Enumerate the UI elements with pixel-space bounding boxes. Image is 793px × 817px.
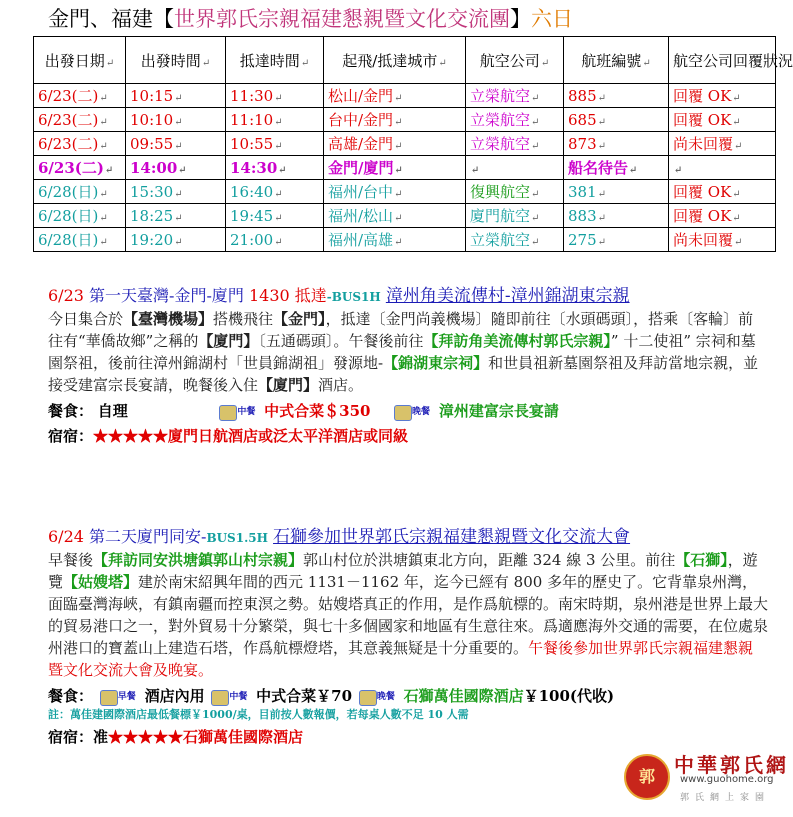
cell-date: 6/23(二) ↵ xyxy=(34,108,126,132)
day1-text: 今日集合於 xyxy=(48,310,124,328)
dinner-icon: 晚餐 xyxy=(357,688,399,706)
cell-departure: 19:20 ↵ xyxy=(126,228,226,252)
stay-label: 宿宿： xyxy=(48,728,94,746)
table-row xyxy=(34,204,776,228)
day2-highlight: 午餐後參加世界郭氏宗親福建懇親暨文化交流大會及晚宴。 xyxy=(48,639,754,679)
title-part4: 六日 xyxy=(531,7,573,31)
meal-breakfast: 酒店內用 xyxy=(144,687,205,705)
lunch-icon: 中餐 xyxy=(209,688,251,706)
day2-highlight: 【姑嫂塔】 xyxy=(63,573,139,591)
day1-text: 搭機飛往 xyxy=(213,310,274,328)
day1-meals xyxy=(48,400,768,421)
day1-stay xyxy=(48,425,768,446)
day1-text: ” 十二使祖” 宗祠和墓園祭祖，後前往漳州錦湖村「世員錦湖祖」發源地- xyxy=(48,332,756,372)
day2-text: 建於南宋紹興年間的西元 1131－1162 年，迄今已經有 800 多年的歷史了。它背靠泉州灣，面臨臺灣海峽，有鎮南疆而控東溟之勢。姑嫂塔真正的作用，是作爲航標的。南宋時期，泉州港是世界上最大的貿易港口之一，對外貿易十分繁榮，與七十多個國家和地區有生意往來。爲適應海外交通的需要，在位處泉州港口的寶蓋山上建造石塔，作爲航標燈塔，其意義無疑是十分重要的。 xyxy=(48,573,769,657)
cell-date: 6/28(日) ↵ xyxy=(34,180,126,204)
stay-label: 宿宿： xyxy=(48,427,94,445)
day1-text: 和世員祖新墓園祭祖及拜訪當地宗親，並接受建富宗長宴請，晚餐後入住 xyxy=(48,354,759,394)
day1-highlight: 【錦湖東宗祠】 xyxy=(383,354,489,372)
day1-text: 酒店。 xyxy=(318,376,364,394)
cell-departure: 10:15 ↵ xyxy=(126,84,226,108)
cell-status: 尚未回覆 ↵ xyxy=(669,228,776,252)
day1-arrive: 抵達 xyxy=(294,286,327,305)
logo-tagline: 郭氏網上家園 xyxy=(680,793,771,803)
cell-route: 金門/廈門 ↵ xyxy=(324,156,466,180)
cell-route: 福州/台中 ↵ xyxy=(324,180,466,204)
guohome-logo xyxy=(622,746,790,814)
cell-departure: 15:30 ↵ xyxy=(126,180,226,204)
cell-flight: 685 ↵ xyxy=(564,108,669,132)
cell-departure: 09:55 ↵ xyxy=(126,132,226,156)
cell-date: 6/28(日) ↵ xyxy=(34,228,126,252)
cell-date: 6/23(二) ↵ xyxy=(34,132,126,156)
title-part3: 】 xyxy=(510,7,531,31)
cell-route: 台中/金門 ↵ xyxy=(324,108,466,132)
cell-airline xyxy=(466,156,564,180)
day1-title: 第一天臺灣-金門-廈門 xyxy=(89,286,244,305)
cell-airline: 立榮航空 ↵ xyxy=(466,228,564,252)
cell-flight: 275 ↵ xyxy=(564,228,669,252)
cell-arrival: 11:10 ↵ xyxy=(226,108,324,132)
meal-dinner: 漳州建富宗長宴請 xyxy=(438,402,559,420)
title-part2: 世界郭氏宗親福建懇親暨文化交流團 xyxy=(174,7,510,31)
table-header-row xyxy=(34,37,776,84)
cell-arrival: 21:00 ↵ xyxy=(226,228,324,252)
table-row xyxy=(34,84,776,108)
flight-table xyxy=(33,36,793,252)
day2-bus: BUS1.5H xyxy=(206,531,268,545)
day2-text: ，遊覽 xyxy=(48,551,758,591)
page-title xyxy=(48,3,573,33)
cell-airline: 廈門航空 ↵ xyxy=(466,204,564,228)
cell-departure: 10:10 ↵ xyxy=(126,108,226,132)
cell-arrival: 16:40 ↵ xyxy=(226,180,324,204)
meal-breakfast: 自理 xyxy=(97,402,128,420)
meal-label: 餐食： xyxy=(48,687,94,705)
cell-flight: 885 ↵ xyxy=(564,84,669,108)
day1-heading xyxy=(48,281,768,306)
lunch-icon: 中餐 xyxy=(217,403,259,421)
day2-heading xyxy=(48,522,768,547)
cell-arrival: 11:30 ↵ xyxy=(226,84,324,108)
table-row xyxy=(34,180,776,204)
stay-hotel: ★★★★★廈門日航酒店或泛太平洋酒店或同級 xyxy=(93,427,409,445)
cell-flight: 883 ↵ xyxy=(564,204,669,228)
meal-label: 餐食： xyxy=(48,402,94,420)
day2-title: 第二天廈門同安- xyxy=(89,527,207,546)
col-header: 抵達時間 ↵ xyxy=(226,37,324,84)
cell-flight: 381 ↵ xyxy=(564,180,669,204)
day1-highlight: 【金門】 xyxy=(273,310,326,328)
cell-arrival: 14:30 ↵ xyxy=(226,156,324,180)
col-header: 出發時間 ↵ xyxy=(126,37,226,84)
meal-dinner-price: ￥100(代收) xyxy=(523,687,615,705)
col-header: 起飛/抵達城市 ↵ xyxy=(324,37,466,84)
cell-status: 回覆 OK ↵ xyxy=(669,84,776,108)
table-row xyxy=(34,108,776,132)
day1-section xyxy=(48,281,768,446)
stay-hotel: ★★★★★石獅萬佳國際酒店 xyxy=(108,728,304,746)
day1-highlight: 【廈門】 xyxy=(258,376,319,394)
day2-highlight: 【拜訪同安洪塘鎮郭山村宗親】 xyxy=(93,551,304,569)
cell-airline: 立榮航空 ↵ xyxy=(466,108,564,132)
cell-status: 尚未回覆 ↵ xyxy=(669,132,776,156)
day2-subtitle: 石獅參加世界郭氏宗親福建懇親暨文化交流大會 xyxy=(273,527,631,547)
day1-highlight: 【拜訪角美流傳村郭氏宗親】 xyxy=(423,332,611,350)
day1-text: 〔五通碼頭〕。午餐後前往 xyxy=(258,332,424,350)
cell-status xyxy=(669,156,776,180)
cell-arrival: 19:45 ↵ xyxy=(226,204,324,228)
seal-icon: 郭 xyxy=(624,754,670,800)
day1-highlight: 【臺灣機場】 xyxy=(123,310,214,328)
cell-route: 松山/金門 ↵ xyxy=(324,84,466,108)
day2-text: 早餐後 xyxy=(48,551,94,569)
logo-url: www.guohome.org xyxy=(680,774,774,785)
stay-prefix: 准 xyxy=(93,728,109,746)
logo-name: 中華郭氏網 xyxy=(674,753,789,777)
cell-route: 高雄/金門 ↵ xyxy=(324,132,466,156)
day2-section xyxy=(48,522,768,747)
day1-text: ，抵達〔金門尚義機場〕隨即前往〔水頭碼頭〕，搭乘〔客輪〕前往有“華僑故鄉”之稱的 xyxy=(48,310,754,350)
cell-arrival: 10:55 ↵ xyxy=(226,132,324,156)
day1-subtitle: 漳州角美流傳村-漳州錦湖東宗親 xyxy=(385,286,630,306)
breakfast-icon: 早餐 xyxy=(98,688,140,706)
cell-status: 回覆 OK ↵ xyxy=(669,204,776,228)
dinner-icon: 晚餐 xyxy=(392,403,434,421)
title-part1: 金門、福建【 xyxy=(48,7,174,31)
cell-route: 福州/松山 ↵ xyxy=(324,204,466,228)
table-row xyxy=(34,228,776,252)
meal-lunch: 中式合菜＄350 xyxy=(264,402,371,420)
day2-meals xyxy=(48,685,768,706)
meal-dinner: 石獅萬佳國際酒店 xyxy=(403,687,524,705)
cell-status: 回覆 OK ↵ xyxy=(669,108,776,132)
day1-bus: -BUS1H xyxy=(326,290,381,304)
cell-airline: 復興航空 ↵ xyxy=(466,180,564,204)
table-row xyxy=(34,132,776,156)
cell-date: 6/23(二) ↵ xyxy=(34,156,126,180)
cell-airline: 立榮航空 ↵ xyxy=(466,132,564,156)
col-header: 航空公司回覆狀況 xyxy=(669,37,776,84)
cell-departure: 18:25 ↵ xyxy=(126,204,226,228)
cell-date: 6/28(日) ↵ xyxy=(34,204,126,228)
col-header: 航空公司 ↵ xyxy=(466,37,564,84)
day1-time: 1430 xyxy=(248,286,290,305)
day2-text: 郭山村位於洪塘鎮東北方向，距離 324 線 3 公里。前往 xyxy=(303,551,676,569)
day2-date: 6/24 xyxy=(48,527,84,546)
cell-airline: 立榮航空 ↵ xyxy=(466,84,564,108)
day1-highlight: 【廈門】 xyxy=(198,332,259,350)
meal-lunch: 中式合菜￥70 xyxy=(256,687,353,705)
cell-status: 回覆 OK ↵ xyxy=(669,180,776,204)
col-header: 出發日期 ↵ xyxy=(34,37,126,84)
cell-route: 福州/高雄 ↵ xyxy=(324,228,466,252)
cell-flight: 873 ↵ xyxy=(564,132,669,156)
table-row xyxy=(34,156,776,180)
cell-date: 6/23(二) ↵ xyxy=(34,84,126,108)
cell-flight: 船名待告 ↵ xyxy=(564,156,669,180)
day2-note: 註：萬佳建國際酒店最低餐標￥1000/桌，目前按人數報價，若每桌人數不足 10 人需 xyxy=(48,708,469,721)
day2-description xyxy=(48,549,768,681)
col-header: 航班編號 ↵ xyxy=(564,37,669,84)
day2-highlight: 【石獅】 xyxy=(675,551,728,569)
day2-stay xyxy=(48,726,768,747)
day1-date: 6/23 xyxy=(48,286,84,305)
day1-description xyxy=(48,308,768,396)
cell-departure: 14:00 ↵ xyxy=(126,156,226,180)
